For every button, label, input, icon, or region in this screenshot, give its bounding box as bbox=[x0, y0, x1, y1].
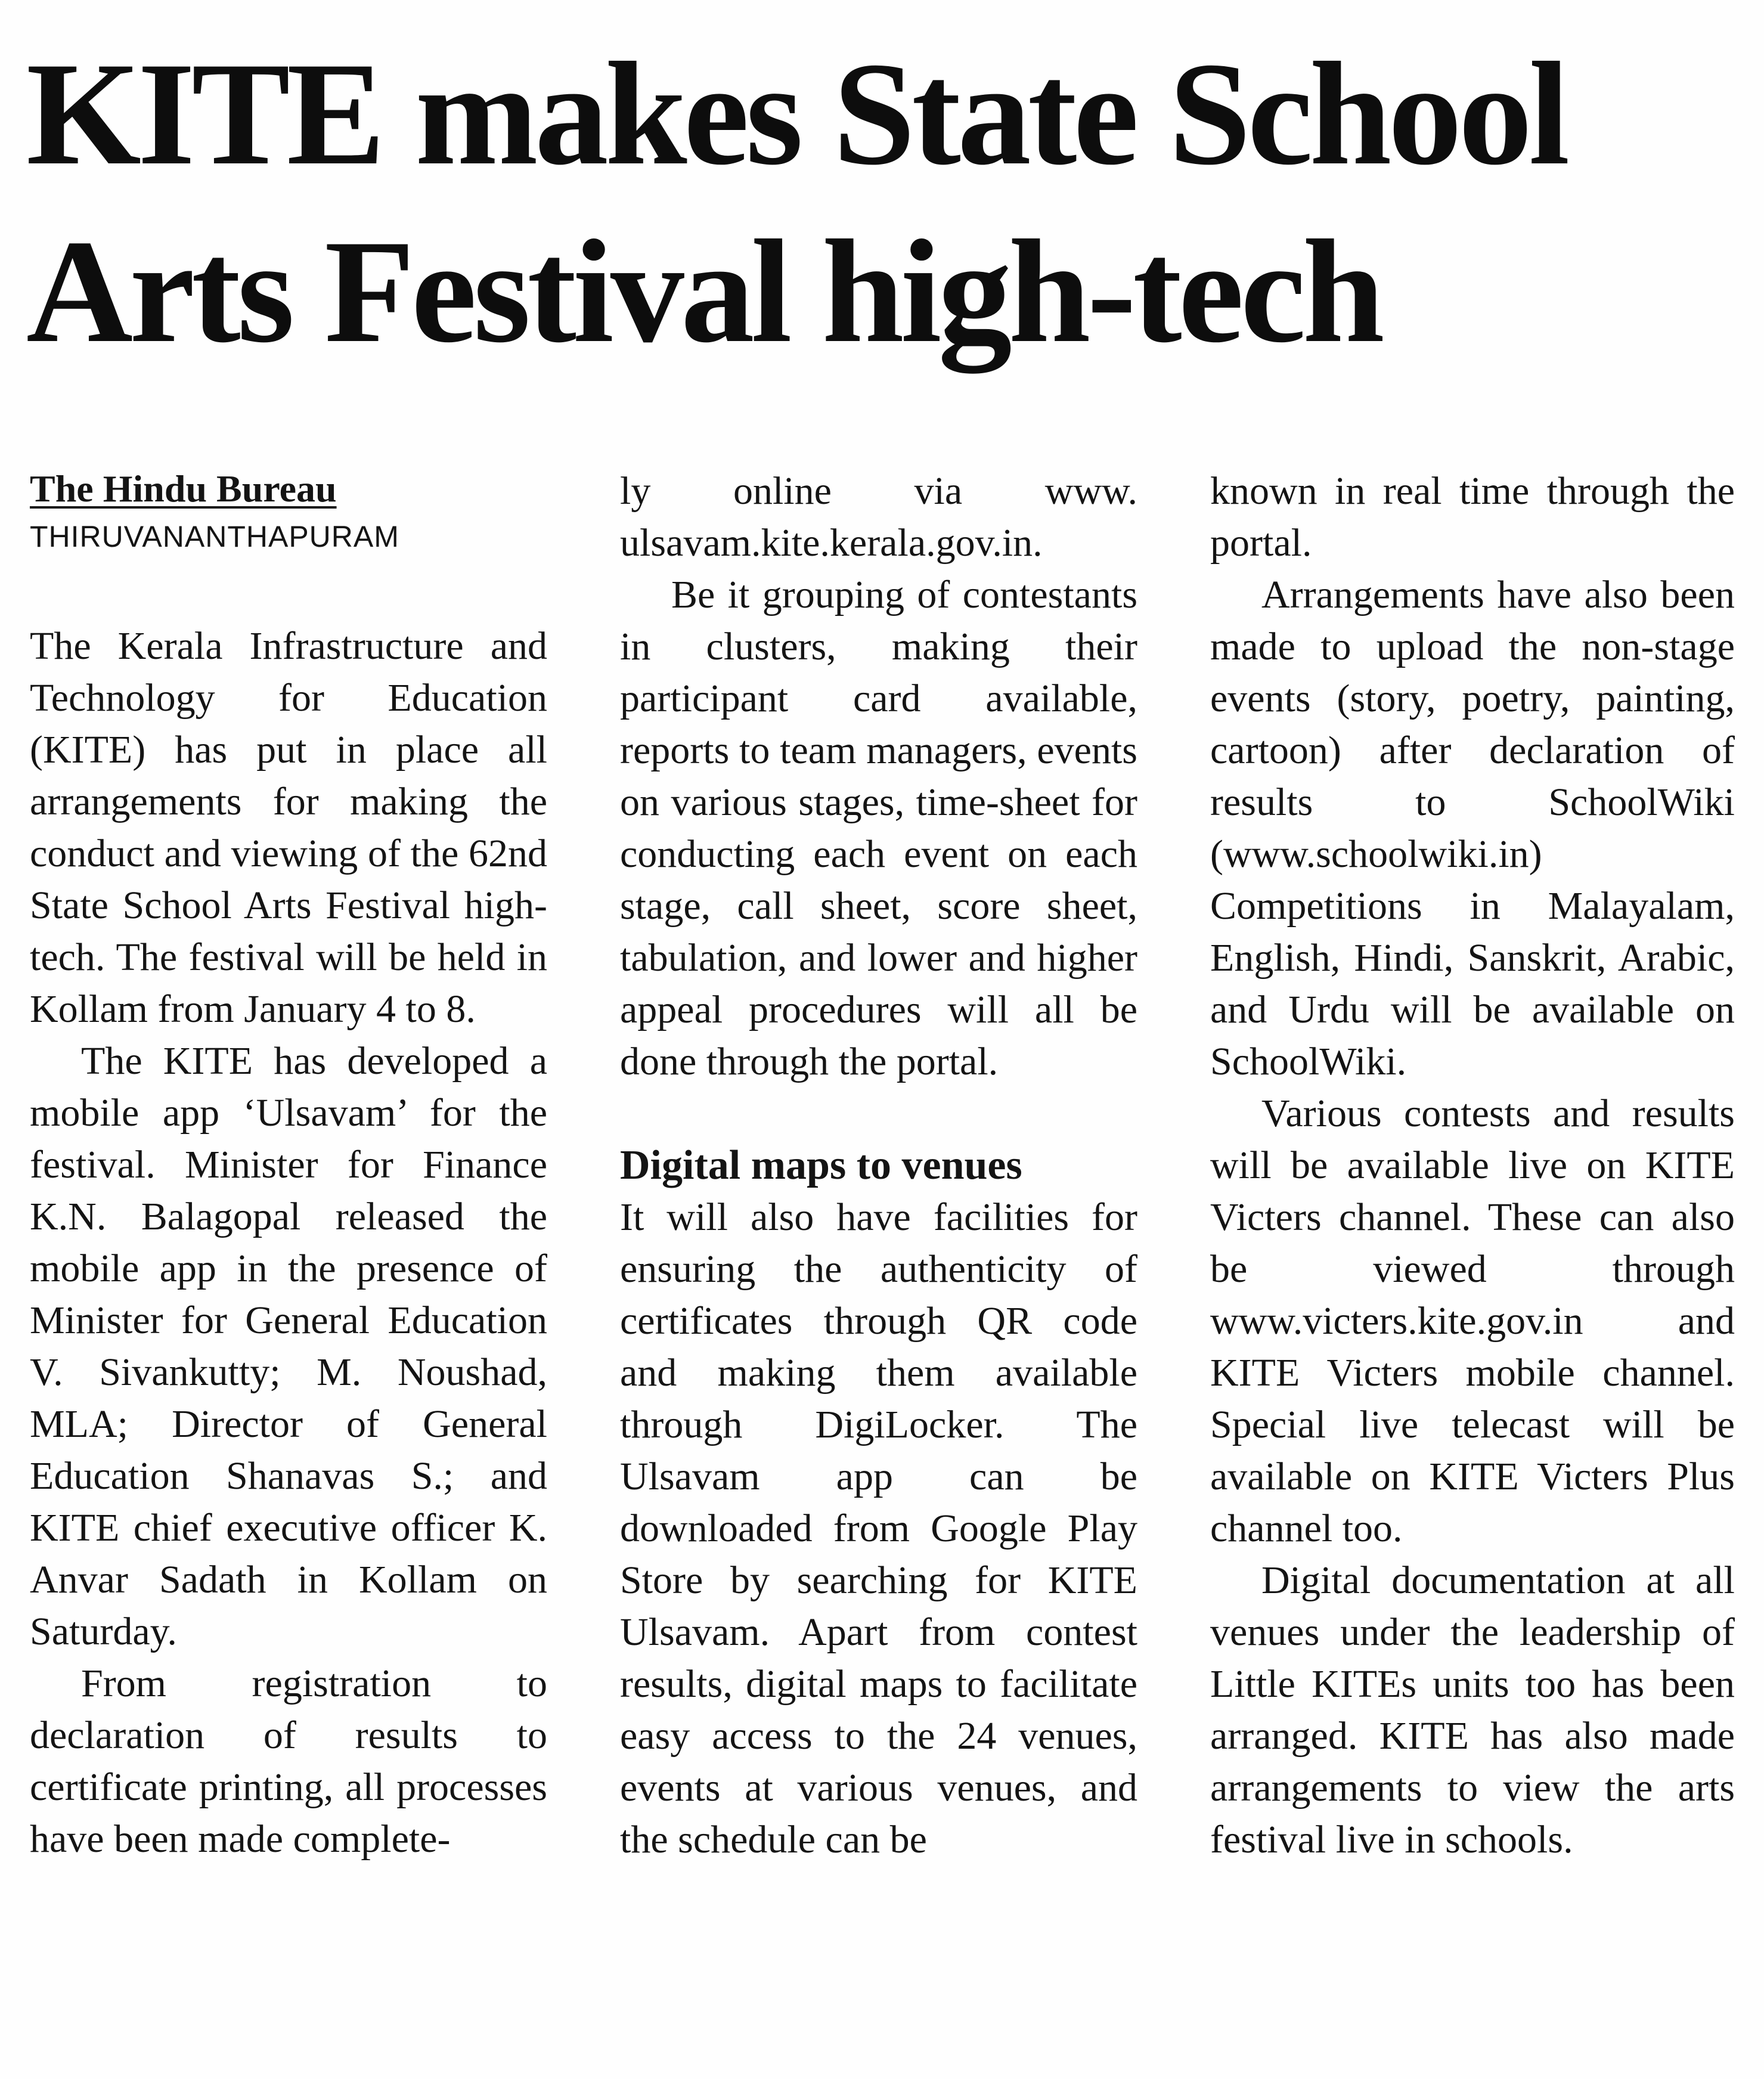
headline-line-1: KITE makes State School bbox=[26, 32, 1567, 196]
paragraph: From registration to declaration of results to certificate printing, all processes have been made complete- bbox=[30, 1662, 547, 1861]
headline-line-2: Arts Festival high-tech bbox=[26, 209, 1381, 373]
paragraph: It will also have facilities for ensuring the authenticity of certificates through QR code and making them available through DigiLocker. The Ulsavam app can be downloaded from Google Play Store by searching for KITE Ulsavam. Apart from contest results, digital maps to facilitate easy access to the 24 venues, events at various venues, and the schedule can be bbox=[620, 1195, 1137, 1861]
article-column-2 bbox=[620, 465, 1137, 1866]
paragraph: Digital documentation at all venues under the leadership of Little KITEs units too has been arranged. KITE has also made arrangements to view the arts festival live in schools. bbox=[1210, 1559, 1735, 1861]
article-column-1 bbox=[30, 465, 547, 1865]
paragraph: Arrangements have also been made to upload the non-stage events (story, poetry, painting, cartoon) after declaration of results to SchoolWiki (www.schoolwiki.in) Competitions in Malayalam, English, Hindi, Sanskrit, Arabic, and Urdu will be available on SchoolWiki. bbox=[1210, 573, 1735, 1083]
article-column-3 bbox=[1210, 465, 1735, 1866]
paragraph: known in real time through the portal. bbox=[1210, 469, 1735, 565]
paragraph: Various contests and results will be available live on KITE Victers channel. These can also be viewed through www.victers.kite.gov.in and KITE Victers mobile channel. Special live telecast will be available on KITE Victers Plus channel too. bbox=[1210, 1092, 1735, 1550]
byline: The Hindu Bureau bbox=[30, 467, 337, 510]
paragraph: The Kerala Infrastructure and Technology for Education (KITE) has put in place all arrangements for making the conduct and viewing of the 62nd State School Arts Festival high-tech. The festival will be held in Kollam from January 4 to 8. bbox=[30, 624, 547, 1031]
headline bbox=[26, 25, 1731, 380]
paragraph: The KITE has developed a mobile app ‘Ulsavam’ for the festival. Minister for Finance K.N. Balagopal released the mobile app in the presence of Minister for General Education V. Sivankutty; M. Noushad, MLA; Director of General Education Shanavas S.; and KITE chief executive officer K. Anvar Sadath in Kollam on Saturday. bbox=[30, 1039, 547, 1653]
dateline: THIRUVANANTHAPURAM bbox=[30, 520, 399, 553]
paragraph: ly online via www. ulsavam.kite.kerala.gov.in. bbox=[620, 469, 1137, 565]
paragraph: Be it grouping of contestants in clusters, making their participant card available, reports to team managers, events on various stages, time-sheet for conducting each event on each stage, call sheet, score sheet, tabulation, and lower and higher appeal procedures will all be done through the portal. bbox=[620, 573, 1137, 1083]
subheading: Digital maps to venues bbox=[620, 1142, 1022, 1188]
